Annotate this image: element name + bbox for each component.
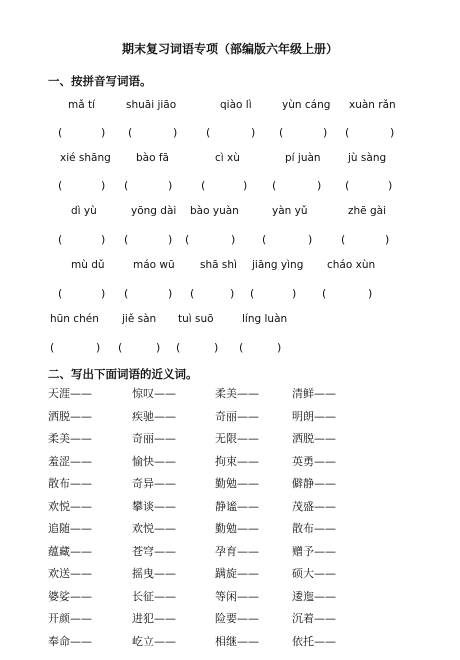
synonym-item: 明朗——	[292, 409, 336, 423]
answer-blank-close: )	[156, 341, 161, 354]
pinyin-prompt: qiào lì	[220, 99, 252, 111]
answer-blank-open: (	[185, 233, 190, 246]
synonym-item: 奇丽——	[215, 409, 259, 423]
answer-blank-close: )	[173, 126, 178, 139]
answer-blank-close: )	[368, 287, 373, 300]
answer-blank-open: (	[322, 287, 327, 300]
synonym-item: 欢送——	[48, 567, 92, 580]
synonym-item: 蹒旋——	[215, 567, 259, 580]
answer-blank-close: )	[101, 126, 106, 139]
section-two-heading: 二、写出下面词语的近义词。	[48, 367, 198, 381]
pinyin-prompt: yùn cáng	[282, 99, 331, 111]
pinyin-prompt: yàn yǔ	[272, 205, 308, 217]
synonym-item: 茂盛——	[292, 499, 336, 513]
synonym-item: 硕大——	[292, 567, 336, 580]
answer-blank-open: (	[128, 126, 133, 139]
answer-blank-close: )	[385, 233, 390, 246]
answer-blank-close: )	[214, 341, 219, 354]
synonym-item: 欢悦——	[132, 522, 176, 535]
pinyin-prompt: yōng dài	[131, 205, 177, 217]
answer-blank-open: (	[124, 233, 129, 246]
answer-blank-open: (	[206, 126, 211, 139]
synonym-item: 进犯——	[132, 612, 176, 625]
answer-blank-open: (	[50, 341, 55, 354]
answer-blank-open: (	[201, 179, 206, 192]
pinyin-prompt: líng luàn	[242, 313, 288, 325]
synonym-item: 孕育——	[215, 544, 259, 558]
synonym-item: 僻静——	[292, 477, 336, 490]
answer-blank-close: )	[292, 287, 297, 300]
pinyin-prompt: bào fā	[136, 152, 169, 164]
synonym-item: 柔美——	[215, 387, 259, 400]
synonym-item: 赠予——	[292, 544, 336, 558]
synonym-item: 洒脱——	[48, 409, 92, 423]
answer-blank-close: )	[308, 233, 313, 246]
synonym-item: 屹立——	[132, 634, 176, 648]
pinyin-prompt: xié shāng	[60, 152, 111, 164]
answer-blank-close: )	[168, 179, 173, 192]
answer-blank-close: )	[101, 233, 106, 246]
answer-blank-open: (	[58, 179, 63, 192]
pinyin-prompt: tuì suō	[178, 313, 214, 325]
synonym-item: 奉命——	[48, 634, 92, 648]
synonym-item: 静谧——	[215, 499, 259, 513]
synonym-item: 奇异——	[132, 477, 176, 490]
synonym-item: 英勇——	[292, 454, 336, 468]
answer-blank-open: (	[190, 287, 195, 300]
answer-blank-open: (	[239, 341, 244, 354]
answer-blank-open: (	[250, 287, 255, 300]
answer-blank-close: )	[230, 287, 235, 300]
answer-blank-close: )	[277, 341, 282, 354]
answer-blank-close: )	[101, 287, 106, 300]
synonym-item: 无限——	[215, 432, 259, 445]
synonym-item: 洒脱——	[292, 432, 336, 445]
pinyin-prompt: cháo xùn	[327, 259, 376, 271]
synonym-item: 攀谈——	[132, 499, 176, 513]
synonym-item: 依托——	[292, 634, 336, 648]
synonym-item: 追随——	[48, 522, 92, 535]
answer-blank-open: (	[345, 126, 350, 139]
answer-blank-close: )	[388, 179, 393, 192]
synonym-item: 沉着——	[292, 612, 336, 625]
answer-blank-open: (	[58, 233, 63, 246]
answer-blank-open: (	[58, 126, 63, 139]
answer-blank-close: )	[168, 287, 173, 300]
synonym-item: 惊叹——	[132, 387, 176, 400]
pinyin-prompt: zhē gài	[348, 205, 386, 217]
answer-blank-open: (	[262, 233, 267, 246]
synonym-item: 愉快——	[132, 454, 176, 468]
answer-blank-open: (	[345, 179, 350, 192]
synonym-item: 等闲——	[215, 589, 259, 603]
pinyin-prompt: shā shì	[200, 259, 237, 271]
synonym-item: 婆娑——	[48, 589, 92, 603]
pinyin-prompt: cì xù	[215, 152, 240, 164]
answer-blank-close: )	[96, 341, 101, 354]
synonym-item: 勤勉——	[215, 477, 259, 490]
synonym-item: 天涯——	[48, 387, 92, 400]
synonym-item: 险要——	[215, 612, 259, 625]
pinyin-prompt: jiāng yìng	[252, 259, 304, 271]
synonym-item: 散布——	[292, 522, 336, 535]
answer-blank-open: (	[341, 233, 346, 246]
synonym-item: 勤勉——	[215, 522, 259, 535]
pinyin-prompt: jù sàng	[348, 152, 387, 164]
pinyin-prompt: jiě sàn	[122, 313, 157, 325]
pinyin-prompt: xuàn rǎn	[349, 99, 396, 111]
pinyin-prompt: bào yuàn	[190, 205, 239, 217]
synonym-item: 奇丽——	[132, 432, 176, 445]
answer-blank-close: )	[317, 179, 322, 192]
pinyin-prompt: shuāi jiāo	[126, 99, 177, 111]
answer-blank-open: (	[124, 179, 129, 192]
synonym-item: 散布——	[48, 477, 92, 490]
pinyin-prompt: máo wū	[133, 259, 175, 271]
synonym-item: 开颜——	[48, 612, 92, 625]
synonym-item: 逶迤——	[292, 589, 336, 603]
section-one-heading: 一、按拼音写词语。	[48, 74, 152, 88]
answer-blank-open: (	[124, 287, 129, 300]
worksheet-title: 期末复习词语专项（部编版六年级上册）	[121, 42, 338, 56]
synonym-item: 长征——	[132, 589, 176, 603]
answer-blank-close: )	[101, 179, 106, 192]
synonym-item: 拘束——	[215, 454, 259, 468]
synonym-item: 疾驰——	[132, 409, 176, 423]
answer-blank-close: )	[243, 179, 248, 192]
answer-blank-close: )	[323, 126, 328, 139]
synonym-item: 蕴藏——	[48, 544, 92, 558]
synonym-item: 欢悦——	[48, 499, 92, 513]
answer-blank-close: )	[251, 126, 256, 139]
answer-blank-open: (	[272, 179, 277, 192]
synonym-item: 清鲜——	[292, 387, 336, 400]
answer-blank-open: (	[176, 341, 181, 354]
synonym-item: 羞涩——	[48, 454, 92, 468]
pinyin-prompt: mǎ tí	[68, 99, 96, 111]
answer-blank-close: )	[231, 233, 236, 246]
answer-blank-open: (	[58, 287, 63, 300]
synonym-item: 苍穹——	[132, 544, 176, 558]
answer-blank-open: (	[279, 126, 284, 139]
synonym-item: 摇曳——	[132, 567, 176, 580]
synonym-item: 相继——	[215, 634, 259, 648]
answer-blank-close: )	[390, 126, 395, 139]
pinyin-prompt: mù dǔ	[71, 259, 105, 271]
pinyin-prompt: dì yù	[71, 205, 97, 217]
answer-blank-close: )	[168, 233, 173, 246]
answer-blank-open: (	[118, 341, 123, 354]
pinyin-prompt: hūn chén	[50, 313, 99, 325]
pinyin-prompt: pí juàn	[285, 152, 321, 164]
synonym-item: 柔美——	[48, 432, 92, 445]
